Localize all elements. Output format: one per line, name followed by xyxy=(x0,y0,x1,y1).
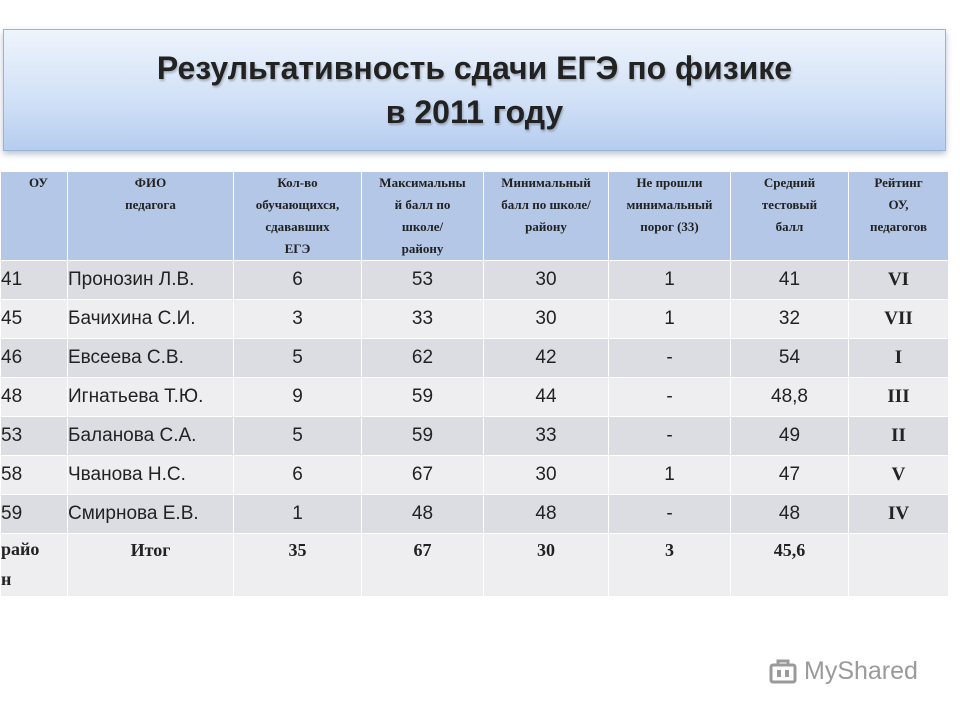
cell-students-count: 6 xyxy=(234,456,362,495)
table-total-row xyxy=(1,534,949,597)
cell-max-score: 59 xyxy=(362,378,484,417)
cell-max-score: 59 xyxy=(362,417,484,456)
cell-average-score: 48,8 xyxy=(731,378,849,417)
table-row xyxy=(1,378,949,417)
cell-average-score: 32 xyxy=(731,300,849,339)
cell-min-score: 48 xyxy=(484,495,609,534)
cell-teacher: Чванова Н.С. xyxy=(68,456,234,495)
cell-rating: VI xyxy=(849,261,949,300)
cell-total-label: Итог xyxy=(68,534,234,597)
cell-ou: 58 xyxy=(1,456,68,495)
cell-failed-threshold: - xyxy=(609,339,731,378)
page-subtitle: в 2011 году xyxy=(385,94,564,130)
cell-max-score: 67 xyxy=(362,456,484,495)
table-row xyxy=(1,339,949,378)
cell-students-count: 5 xyxy=(234,339,362,378)
cell-teacher: Пронозин Л.В. xyxy=(68,261,234,300)
page-title: Результативность сдачи ЕГЭ по физике xyxy=(156,50,793,86)
cell-students-count: 1 xyxy=(234,495,362,534)
header-min-score: Минимальный балл по школе/ району xyxy=(484,172,609,261)
table-row xyxy=(1,261,949,300)
header-teacher: ФИО педагога xyxy=(68,172,234,261)
table-row xyxy=(1,417,949,456)
cell-min-score: 30 xyxy=(484,456,609,495)
header-max-score: Максимальны й балл по школе/ району xyxy=(362,172,484,261)
cell-students-count: 6 xyxy=(234,261,362,300)
cell-total-min-score: 30 xyxy=(484,534,609,597)
cell-ou: 45 xyxy=(1,300,68,339)
cell-students-count: 3 xyxy=(234,300,362,339)
cell-min-score: 44 xyxy=(484,378,609,417)
myshared-logo-icon xyxy=(768,656,798,686)
cell-rating: VII xyxy=(849,300,949,339)
cell-failed-threshold: 1 xyxy=(609,300,731,339)
cell-students-count: 5 xyxy=(234,417,362,456)
cell-teacher: Смирнова Е.В. xyxy=(68,495,234,534)
header-ou: ОУ xyxy=(1,172,68,261)
cell-failed-threshold: - xyxy=(609,417,731,456)
cell-ou: 59 xyxy=(1,495,68,534)
header-students-count: Кол-во обучающихся, сдававших ЕГЭ xyxy=(234,172,362,261)
cell-rating: V xyxy=(849,456,949,495)
cell-average-score: 54 xyxy=(731,339,849,378)
cell-students-count: 9 xyxy=(234,378,362,417)
cell-rating: IV xyxy=(849,495,949,534)
cell-average-score: 48 xyxy=(731,495,849,534)
table-header-row xyxy=(1,172,949,261)
table-row xyxy=(1,456,949,495)
cell-teacher: Баланова С.А. xyxy=(68,417,234,456)
cell-total-failed-threshold: 3 xyxy=(609,534,731,597)
cell-total-average-score: 45,6 xyxy=(731,534,849,597)
watermark xyxy=(768,656,918,686)
title-banner xyxy=(3,29,946,151)
results-table xyxy=(0,171,949,597)
watermark-text: MyShared xyxy=(804,656,918,685)
cell-teacher: Бачихина С.И. xyxy=(68,300,234,339)
cell-average-score: 49 xyxy=(731,417,849,456)
cell-failed-threshold: 1 xyxy=(609,261,731,300)
header-rating: Рейтинг ОУ, педагогов xyxy=(849,172,949,261)
cell-ou: 53 xyxy=(1,417,68,456)
cell-ou: 48 xyxy=(1,378,68,417)
cell-min-score: 33 xyxy=(484,417,609,456)
header-failed-threshold: Не прошли минимальный порог (33) xyxy=(609,172,731,261)
cell-rating: III xyxy=(849,378,949,417)
cell-rating: II xyxy=(849,417,949,456)
cell-total-max-score: 67 xyxy=(362,534,484,597)
cell-failed-threshold: - xyxy=(609,495,731,534)
cell-rating: I xyxy=(849,339,949,378)
cell-failed-threshold: 1 xyxy=(609,456,731,495)
table-row xyxy=(1,495,949,534)
cell-max-score: 48 xyxy=(362,495,484,534)
cell-total-rating xyxy=(849,534,949,597)
cell-max-score: 33 xyxy=(362,300,484,339)
cell-max-score: 62 xyxy=(362,339,484,378)
header-average-score: Средний тестовый балл xyxy=(731,172,849,261)
cell-total-students-count: 35 xyxy=(234,534,362,597)
cell-failed-threshold: - xyxy=(609,378,731,417)
cell-min-score: 30 xyxy=(484,261,609,300)
cell-total-ou: райо н xyxy=(1,534,68,597)
table-row xyxy=(1,300,949,339)
cell-teacher: Евсеева С.В. xyxy=(68,339,234,378)
cell-min-score: 30 xyxy=(484,300,609,339)
cell-average-score: 47 xyxy=(731,456,849,495)
cell-teacher: Игнатьева Т.Ю. xyxy=(68,378,234,417)
cell-average-score: 41 xyxy=(731,261,849,300)
cell-max-score: 53 xyxy=(362,261,484,300)
cell-ou: 41 xyxy=(1,261,68,300)
cell-ou: 46 xyxy=(1,339,68,378)
cell-min-score: 42 xyxy=(484,339,609,378)
